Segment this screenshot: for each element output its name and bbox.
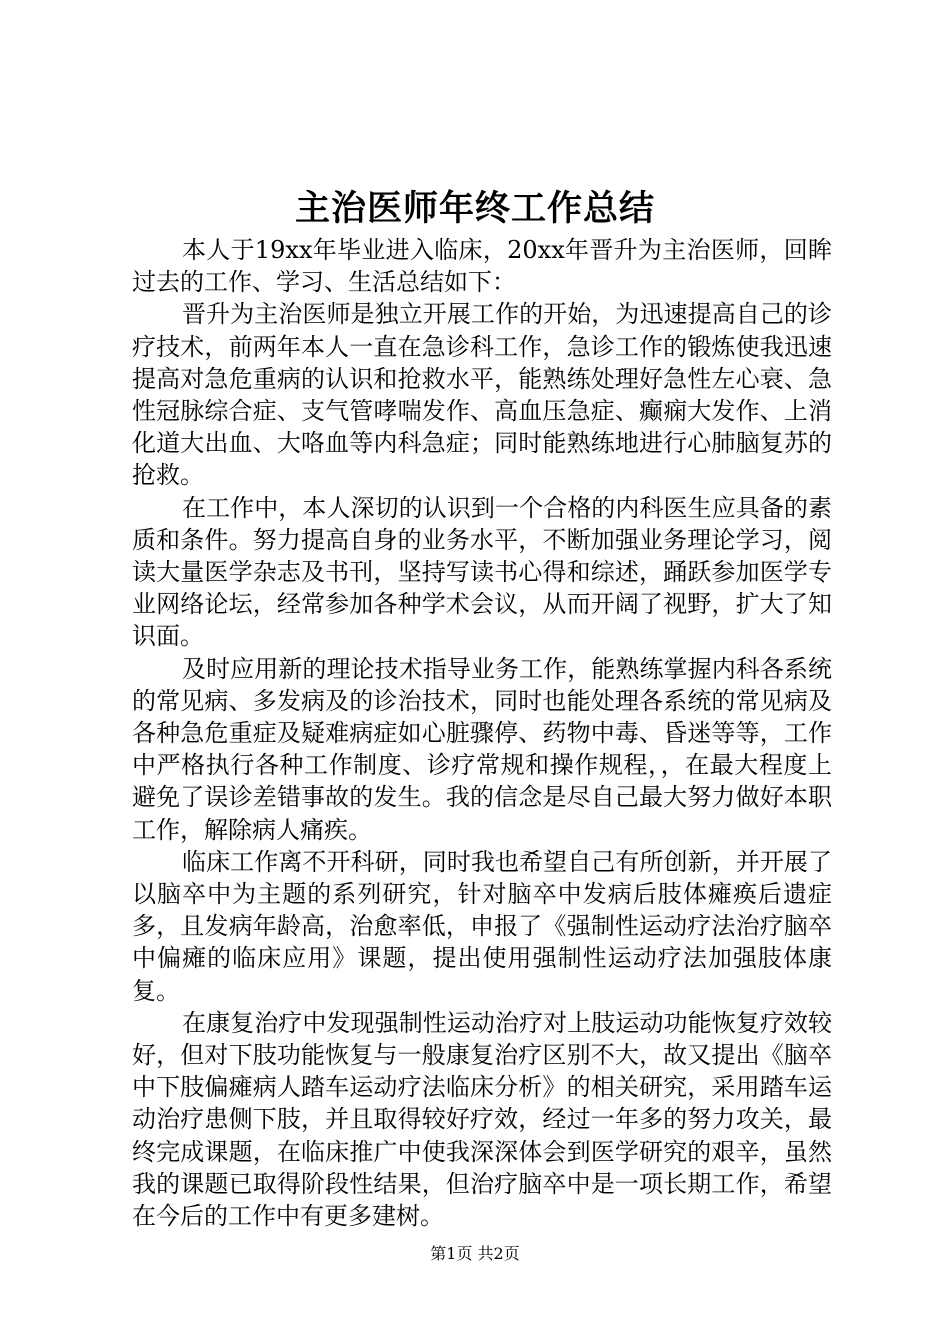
paragraph-research: 临床工作离不开科研，同时我也希望自己有所创新，并开展了以脑卒中为主题的系列研究，针对脑卒中发病后肢体瘫痪后遗症多，且发病年龄高，治愈率低，申报了《强制性运动疗法治疗脑卒中偏瘫的临床应用》课题，提出使用强制性运动疗法加强肢体康复。 <box>132 847 832 1005</box>
paragraph-clinical-practice: 及时应用新的理论技术指导业务工作，能熟练掌握内科各系统的常见病、多发病及的诊治技术，同时也能处理各系统的常见病及各种急危重症及疑难病症如心脏骤停、药物中毒、昏迷等等，工作中严格执行各种工作制度、诊疗常规和操作规程，，在最大程度上避免了误诊差错事故的发生。我的信念是尽自己最大努力做好本职工作，解除病人痛疾。 <box>132 654 832 844</box>
paragraph-professional-study: 在工作中，本人深切的认识到一个合格的内科医生应具备的素质和条件。努力提高自身的业务水平，不断加强业务理论学习，阅读大量医学杂志及书刊，坚持写读书心得和综述，踊跃参加医学专业网络论坛，经常参加各种学术会议，从而开阔了视野，扩大了知识面。 <box>132 493 832 651</box>
paragraph-rehabilitation-study: 在康复治疗中发现强制性运动治疗对上肢运动功能恢复疗效较好，但对下肢功能恢复与一般康复治疗区别不大，故又提出《脑卒中下肢偏瘫病人踏车运动疗法临床分析》的相关研究，采用踏车运动治疗患侧下肢，并且取得较好疗效，经过一年多的努力攻关，最终完成课题，在临床推广中使我深深体会到医学研究的艰辛，虽然我的课题已取得阶段性结果，但治疗脑卒中是一项长期工作，希望在今后的工作中有更多建树。 <box>132 1008 832 1231</box>
document-body <box>132 234 832 1232</box>
paragraph-intro: 本人于19xx年毕业进入临床，20xx年晋升为主治医师，回眸过去的工作、学习、生活总结如下： <box>132 236 832 297</box>
paragraph-emergency-work: 晋升为主治医师是独立开展工作的开始，为迅速提高自己的诊疗技术，前两年本人一直在急诊科工作，急诊工作的锻炼使我迅速提高对急危重病的认识和抢救水平，能熟练处理好急性左心衰、急性冠脉综合症、支气管哮喘发作、高血压急症、癫痫大发作、上消化道大出血、大咯血等内科急症；同时能熟练地进行心肺脑复苏的抢救。 <box>132 300 832 490</box>
document-title: 主治医师年终工作总结 <box>294 188 655 229</box>
page-number-footer: 第1页 共2页 <box>430 1244 520 1263</box>
